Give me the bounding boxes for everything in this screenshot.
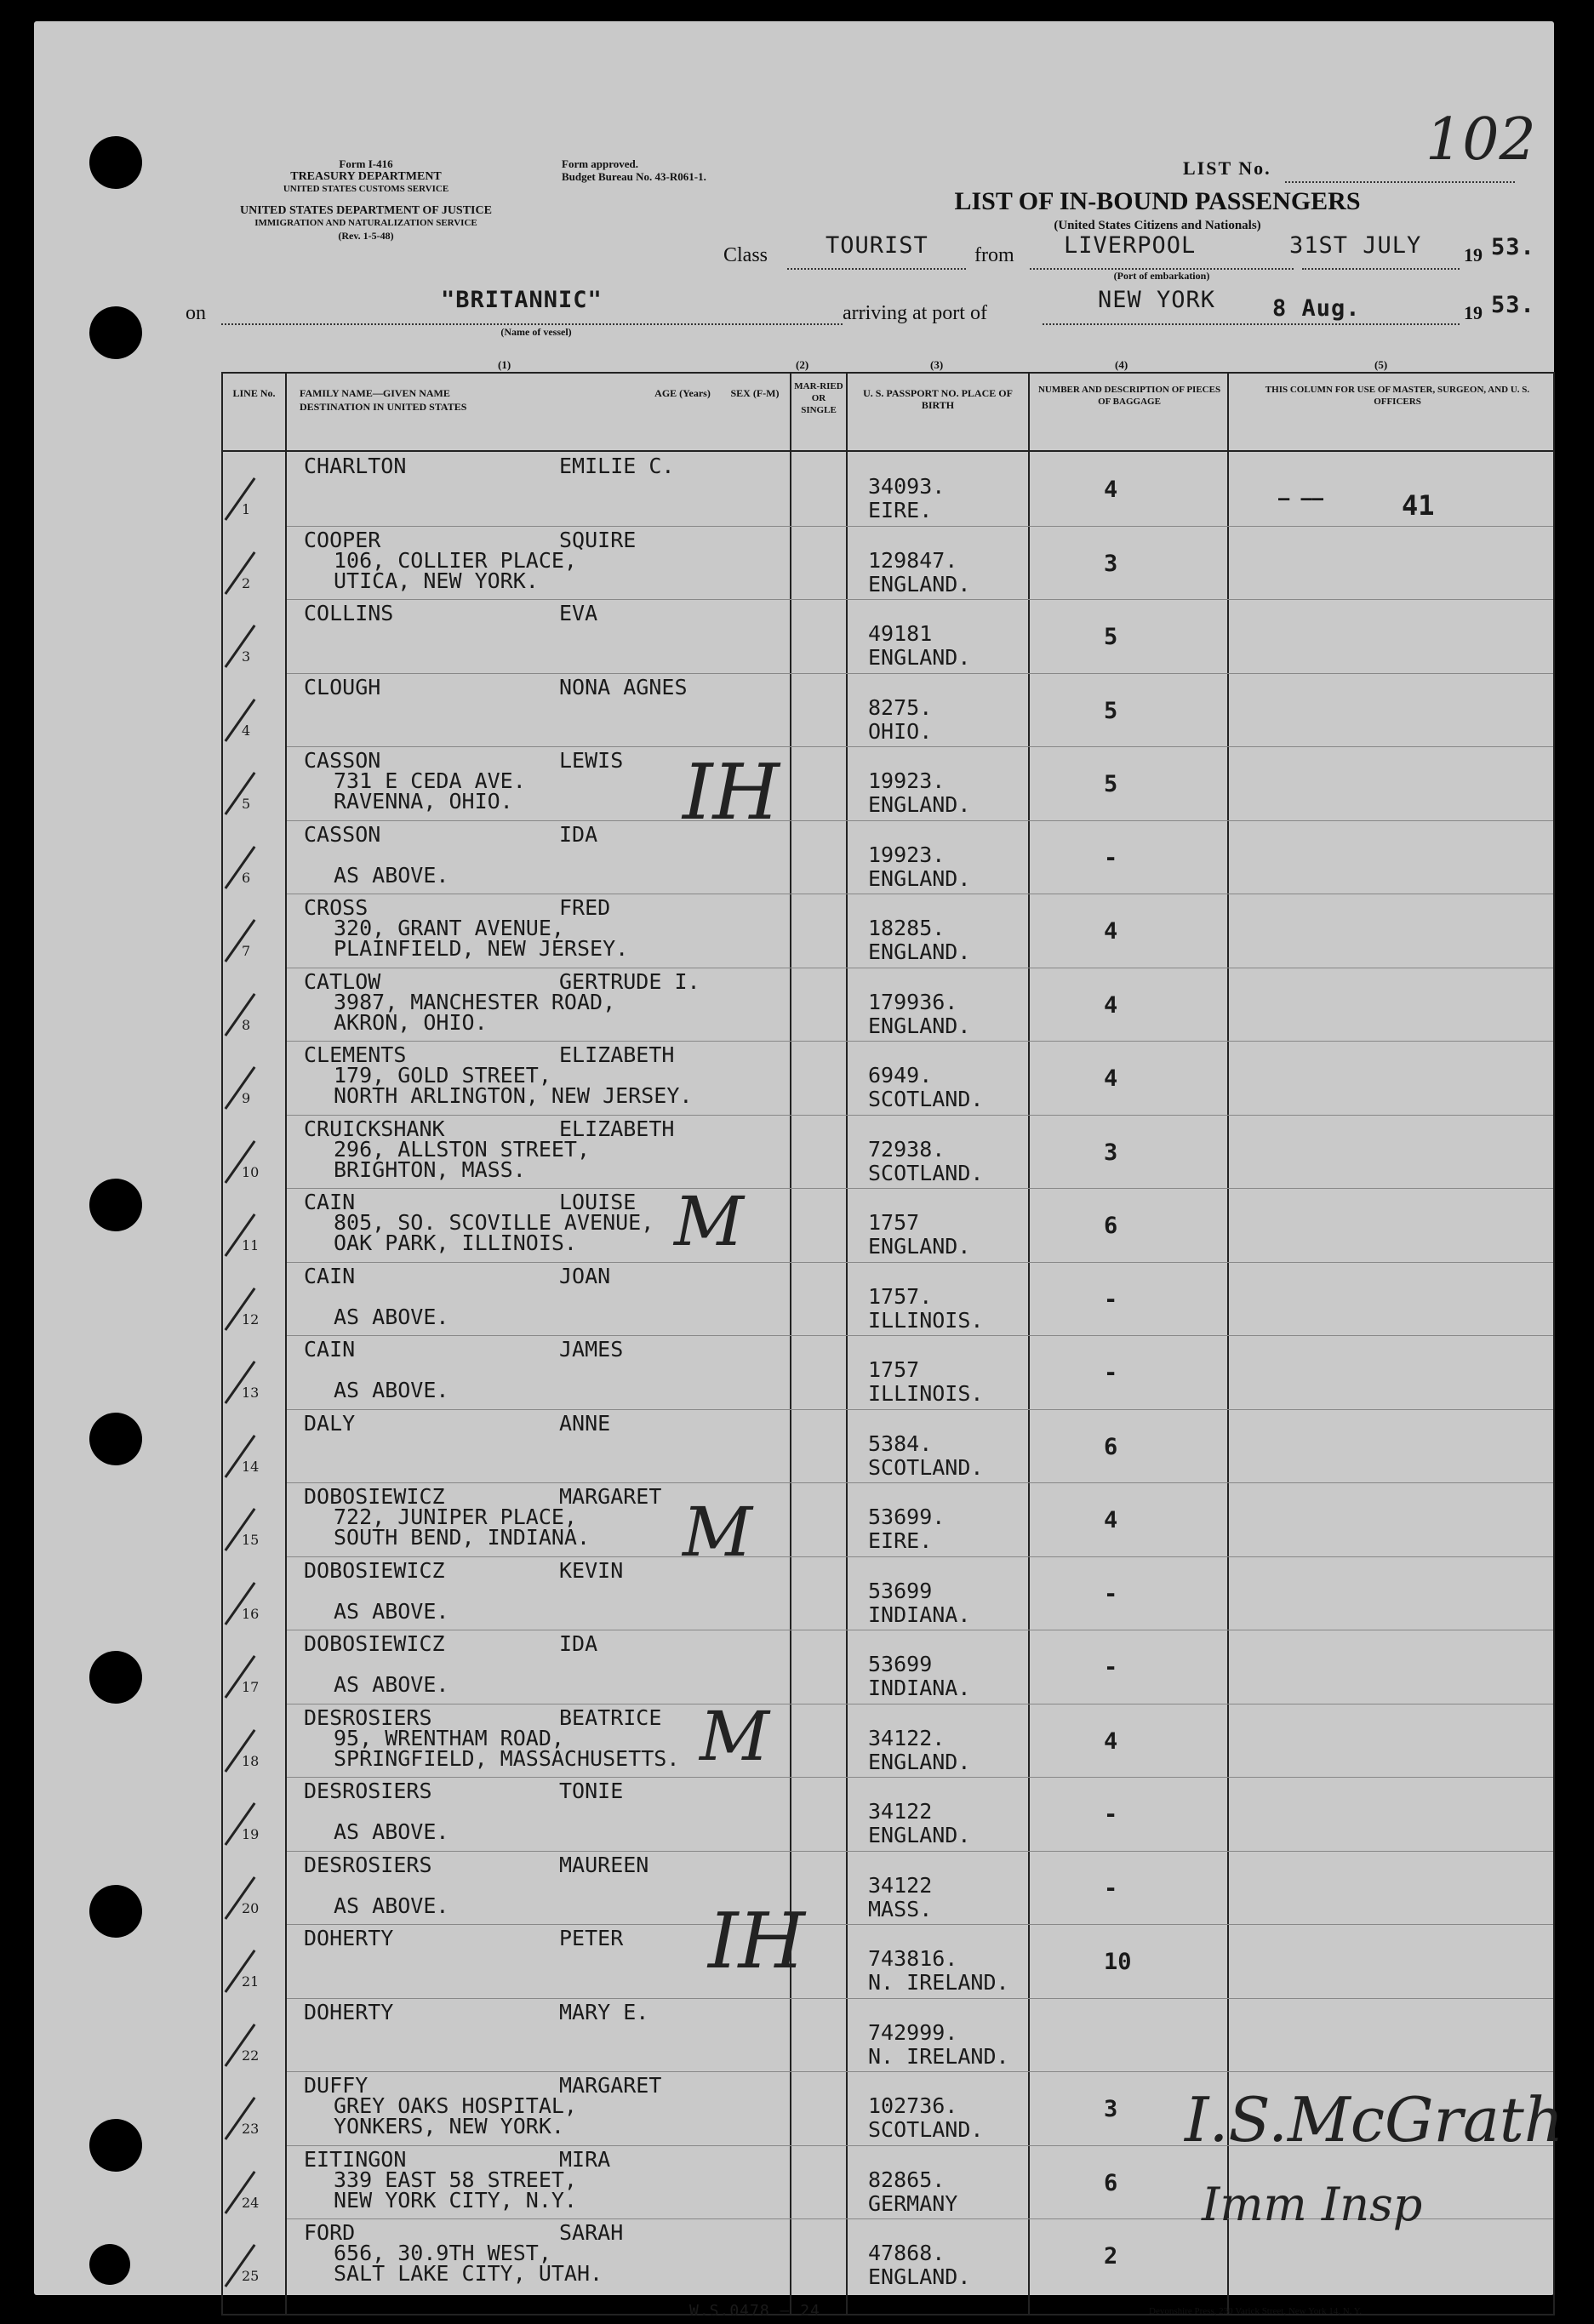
line-number: 20: [242, 1899, 260, 1916]
passport-number: 53699: [868, 1652, 933, 1676]
passenger-given-name: BEATRICE: [559, 1704, 662, 1730]
passport-number: 1757: [868, 1210, 920, 1235]
place-of-birth: INDIANA.: [868, 1602, 971, 1627]
binder-hole: [89, 1413, 142, 1465]
passenger-surname: CLEMENTS: [304, 1042, 407, 1067]
baggage-count: -: [1104, 1802, 1118, 1828]
col-divider: [1227, 374, 1229, 2314]
address-line-2: UTICA, NEW YORK.: [334, 568, 539, 593]
class-label: Class: [723, 244, 768, 266]
footer-printer: Devonshire Press, 230 Varick Street, New York 14, N. Y.: [1149, 2306, 1363, 2316]
passenger-given-name: MARY E.: [559, 1999, 649, 2024]
row-divider: [287, 1998, 1553, 1999]
address-line-1: 339 EAST 58 STREET,: [334, 2167, 577, 2192]
passenger-given-name: GERTRUDE I.: [559, 968, 700, 994]
budget-bureau: Budget Bureau No. 43-R061-1.: [562, 170, 706, 183]
place-of-birth: ENGLAND.: [868, 1823, 971, 1847]
line-number: 11: [242, 1237, 260, 1253]
passenger-surname: DALY: [304, 1410, 356, 1436]
footer-code: W.S.0478 — 24: [689, 2302, 820, 2320]
address-line-1: 722, JUNIPER PLACE,: [334, 1505, 577, 1529]
row-divider: [287, 1188, 1553, 1189]
passenger-given-name: ANNE: [559, 1410, 611, 1436]
passport-number: 1757.: [868, 1283, 933, 1309]
passport-number: 19923.: [868, 842, 946, 867]
address-line-2: AS ABOVE.: [334, 1304, 449, 1329]
baggage-count: 10: [1104, 1949, 1132, 1975]
address-line-2: AS ABOVE.: [334, 862, 449, 888]
address-line-1: 179, GOLD STREET,: [334, 1063, 551, 1088]
baggage-count: 6: [1104, 1213, 1118, 1239]
passport-number: 49181: [868, 621, 933, 646]
address-line-2: AS ABOVE.: [334, 1819, 449, 1844]
passenger-given-name: EVA: [559, 601, 598, 625]
check-mark: [225, 772, 256, 815]
passport-number: 82865.: [868, 2167, 946, 2192]
vessel-name: "BRITANNIC": [441, 287, 603, 313]
address-line-2: PLAINFIELD, NEW JERSEY.: [334, 936, 629, 961]
place-of-birth: ENGLAND.: [868, 1013, 971, 1038]
check-mark: [225, 699, 256, 742]
place-of-birth: EIRE.: [868, 498, 933, 522]
place-of-birth: ENGLAND.: [868, 571, 971, 597]
passport-number: 18285.: [868, 916, 946, 940]
line-number: 9: [242, 1090, 251, 1106]
passenger-given-name: MARGARET: [559, 2073, 662, 2098]
place-of-birth: N. IRELAND.: [868, 1970, 1009, 1995]
line-number: 12: [242, 1310, 260, 1328]
arrival-line: [1043, 323, 1460, 325]
row-divider: [287, 1409, 1553, 1410]
justice-department: UNITED STATES DEPARTMENT OF JUSTICE: [240, 204, 492, 217]
row-divider: [287, 673, 1553, 674]
passenger-surname: CASSON: [304, 821, 381, 847]
list-no-line: [1285, 181, 1515, 183]
embarkation-caption: (Port of embarkation): [1113, 270, 1210, 282]
passport-number: 129847.: [868, 547, 958, 573]
vessel-caption: (Name of vessel): [500, 326, 572, 338]
line-number: 8: [242, 1016, 251, 1033]
address-line-2: RAVENNA, OHIO.: [334, 789, 513, 814]
place-of-birth: SCOTLAND.: [868, 1454, 984, 1480]
passenger-given-name: ELIZABETH: [559, 1116, 675, 1141]
col-divider: [285, 374, 287, 2314]
handwritten-mark: IH: [708, 1897, 806, 1986]
binder-hole: [89, 1885, 142, 1938]
immigration-service: IMMIGRATION AND NATURALIZATION SERVICE: [254, 218, 477, 228]
passenger-surname: DOBOSIEWICZ: [304, 1484, 445, 1509]
address-line-2: OAK PARK, ILLINOIS.: [334, 1231, 577, 1255]
passenger-given-name: MARGARET: [559, 1484, 662, 1509]
list-no-label: LIST No.: [1183, 157, 1271, 179]
passport-number: 179936.: [868, 989, 958, 1014]
address-line-2: YONKERS, NEW YORK.: [334, 2114, 564, 2138]
passenger-given-name: ELIZABETH: [559, 1042, 675, 1067]
line-number: 21: [242, 1973, 260, 1990]
line-number: 14: [242, 1458, 260, 1475]
line-number: 19: [242, 1826, 260, 1842]
passenger-surname: DESROSIERS: [304, 1704, 432, 1730]
check-mark: [225, 919, 256, 962]
line-number: 10: [242, 1163, 260, 1180]
row-divider: [287, 1777, 1553, 1778]
arrival-port: NEW YORK: [1098, 287, 1216, 313]
arrival-year-prefix: 19: [1464, 302, 1483, 323]
passenger-given-name: LEWIS: [559, 748, 624, 773]
passenger-surname: CROSS: [304, 895, 369, 920]
check-mark: [225, 625, 256, 668]
baggage-count: -: [1104, 1875, 1118, 1902]
line-number: 15: [242, 1532, 260, 1548]
row-divider: [287, 599, 1553, 600]
passenger-given-name: TONIE: [559, 1779, 624, 1803]
passport-number: 72938.: [868, 1136, 946, 1162]
line-number: 25: [242, 2268, 260, 2284]
place-of-birth: ENGLAND.: [868, 865, 971, 891]
line-number: 4: [242, 722, 251, 739]
binder-hole: [89, 1651, 142, 1704]
col-num-1: (1): [498, 358, 511, 371]
row-divider: [287, 820, 1553, 821]
baggage-count: 3: [1104, 1139, 1118, 1166]
inspector-signature: I.S.McGrath: [1185, 2084, 1564, 2156]
passenger-surname: CLOUGH: [304, 674, 381, 699]
baggage-count: -: [1104, 1360, 1118, 1386]
baggage-count: 2: [1104, 2243, 1118, 2270]
binder-hole: [89, 2119, 142, 2172]
col-num-2: (2): [796, 358, 809, 371]
col-divider: [846, 374, 848, 2314]
vessel-line: [221, 323, 843, 325]
passenger-surname: CAIN: [304, 1263, 356, 1288]
baggage-count: 4: [1104, 991, 1118, 1019]
place-of-birth: ILLINOIS.: [868, 1307, 984, 1333]
place-of-birth: SCOTLAND.: [868, 1087, 984, 1111]
place-of-birth: SCOTLAND.: [868, 1160, 984, 1185]
class-line: [787, 268, 966, 270]
baggage-count: 5: [1104, 697, 1118, 724]
passport-number: 102736.: [868, 2093, 958, 2118]
passenger-surname: DUFFY: [304, 2073, 369, 2098]
passport-number: 5384.: [868, 1430, 933, 1456]
line-number: 16: [242, 1605, 260, 1622]
place-of-birth: ENGLAND.: [868, 2264, 971, 2289]
row-divider: [287, 1041, 1553, 1042]
passenger-surname: CATLOW: [304, 968, 381, 994]
col-num-4: (4): [1115, 358, 1128, 371]
address-line-1: GREY OAKS HOSPITAL,: [334, 2093, 577, 2118]
row-divider: [287, 2071, 1553, 2072]
address-line-2: NEW YORK CITY, N.Y.: [334, 2187, 577, 2213]
passenger-given-name: JOAN: [559, 1263, 611, 1288]
handwritten-mark: M: [683, 1493, 752, 1572]
passenger-surname: CHARLTON: [304, 454, 407, 478]
address-line-2: NORTH ARLINGTON, NEW JERSEY.: [334, 1083, 693, 1108]
col-num-5: (5): [1374, 358, 1388, 371]
baggage-count: 5: [1104, 771, 1118, 797]
row-divider: [287, 1115, 1553, 1116]
address-line-2: SOUTH BEND, INDIANA.: [334, 1525, 591, 1550]
place-of-birth: ENGLAND.: [868, 939, 971, 964]
officer-note: 41: [1402, 489, 1435, 522]
passenger-given-name: KEVIN: [559, 1557, 624, 1583]
passport-number: 34122: [868, 1799, 933, 1824]
revision: (Rev. 1-5-48): [338, 230, 394, 242]
passenger-surname: COOPER: [304, 527, 381, 552]
line-number: 23: [242, 2121, 260, 2137]
col-head-passport: U. S. PASSPORT NO. PLACE OF BIRTH: [863, 387, 1013, 411]
place-of-birth: EIRE.: [868, 1528, 933, 1553]
row-divider: [287, 1335, 1553, 1336]
page-number: 102: [1425, 106, 1536, 174]
handwritten-mark: M: [674, 1182, 744, 1261]
passenger-surname: COLLINS: [304, 601, 394, 625]
passport-number: 19923.: [868, 768, 946, 793]
baggage-count: 5: [1104, 624, 1118, 650]
line-number: 22: [242, 2047, 260, 2064]
passport-number: 34122: [868, 1872, 933, 1898]
passport-number: 53699.: [868, 1505, 946, 1529]
row-divider: [287, 1556, 1553, 1557]
year-prefix: 19: [1464, 244, 1483, 266]
passenger-given-name: IDA: [559, 821, 598, 847]
binder-hole: [89, 1179, 142, 1231]
baggage-count: 4: [1104, 918, 1118, 945]
address-line-1: 95, WRENTHAM ROAD,: [334, 1725, 564, 1750]
passport-number: 34093.: [868, 474, 946, 499]
embarkation-port: LIVERPOOL: [1064, 232, 1197, 259]
passport-number: 1757: [868, 1357, 920, 1382]
baggage-count: 4: [1104, 477, 1118, 503]
baggage-count: 4: [1104, 1065, 1118, 1092]
place-of-birth: MASS.: [868, 1896, 933, 1921]
arriving-label: arriving at port of: [843, 302, 987, 324]
manifest-sheet: [34, 21, 1564, 2320]
place-of-birth: N. IRELAND.: [868, 2043, 1009, 2069]
passenger-given-name: MAUREEN: [559, 1852, 649, 1877]
list-subtitle: (United States Citizens and Nationals): [1054, 219, 1261, 232]
address-line-1: 656, 30.9TH WEST,: [334, 2241, 551, 2265]
baggage-count: 3: [1104, 2096, 1118, 2122]
baggage-count: 6: [1104, 2169, 1118, 2196]
baggage-count: -: [1104, 844, 1118, 871]
col-head-married: MAR-RIED OR SINGLE: [794, 381, 843, 415]
passenger-surname: DESROSIERS: [304, 1779, 432, 1803]
address-line-2: BRIGHTON, MASS.: [334, 1156, 526, 1182]
place-of-birth: ENGLAND.: [868, 1749, 971, 1774]
passenger-surname: DOBOSIEWICZ: [304, 1631, 445, 1656]
passenger-given-name: JAMES: [559, 1337, 624, 1362]
passenger-given-name: PETER: [559, 1926, 624, 1950]
passenger-given-name: MIRA: [559, 2146, 611, 2172]
line-number: 2: [242, 574, 251, 591]
line-number: 3: [242, 648, 251, 665]
arrival-year: 53.: [1491, 292, 1535, 318]
departure-date: 31ST JULY: [1289, 232, 1422, 259]
place-of-birth: ENGLAND.: [868, 645, 971, 670]
baggage-count: -: [1104, 1286, 1118, 1313]
check-mark: [225, 1066, 256, 1110]
passport-number: 6949.: [868, 1063, 933, 1088]
passenger-surname: DOHERTY: [304, 1999, 394, 2024]
passenger-surname: FORD: [304, 2220, 356, 2245]
on-label: on: [186, 302, 206, 324]
handwritten-mark: IH: [683, 748, 780, 837]
binder-hole: [89, 136, 142, 189]
class-value: TOURIST: [826, 232, 928, 259]
treasury-department: TREASURY DEPARTMENT: [290, 170, 442, 183]
passenger-given-name: NONA AGNES: [559, 674, 688, 699]
baggage-count: 6: [1104, 1433, 1118, 1460]
check-mark: [225, 477, 256, 521]
address-line-2: SALT LAKE CITY, UTAH.: [334, 2261, 603, 2286]
header-divider: [223, 450, 1553, 452]
address-line-2: AS ABOVE.: [334, 1378, 449, 1402]
address-line-2: SPRINGFIELD, MASSACHUSETTS.: [334, 1745, 680, 1771]
col-num-3: (3): [930, 358, 944, 371]
col-divider: [1028, 374, 1030, 2314]
passport-number: 47868.: [868, 2241, 946, 2265]
baggage-count: -: [1104, 1580, 1118, 1607]
passenger-surname: CASSON: [304, 748, 381, 773]
from-label: from: [974, 244, 1014, 266]
departure-year: 53.: [1491, 234, 1535, 260]
row-divider: [287, 746, 1553, 747]
col-head-baggage: NUMBER AND DESCRIPTION OF PIECES OF BAGGAGE: [1037, 385, 1221, 407]
passenger-given-name: SARAH: [559, 2220, 624, 2245]
row-divider: [287, 1262, 1553, 1263]
customs-service: UNITED STATES CUSTOMS SERVICE: [283, 184, 449, 194]
passport-number: 743816.: [868, 1946, 958, 1971]
col-head-line: LINE No.: [232, 387, 276, 399]
line-number: 17: [242, 1679, 260, 1695]
passenger-surname: DESROSIERS: [304, 1852, 432, 1877]
place-of-birth: SCOTLAND.: [868, 2117, 984, 2142]
binder-hole: [89, 306, 142, 359]
col-head-officers: THIS COLUMN FOR USE OF MASTER, SURGEON, AND U. S. OFFICERS: [1265, 385, 1530, 407]
address-line-2: AS ABOVE.: [334, 1598, 449, 1624]
passenger-surname: CAIN: [304, 1337, 356, 1362]
row-divider: [287, 1851, 1553, 1852]
line-number: 18: [242, 1752, 260, 1769]
address-line-1: 731 E CEDA AVE.: [334, 768, 526, 793]
passenger-surname: CRUICKSHANK: [304, 1116, 445, 1141]
passport-number: 742999.: [868, 2019, 958, 2045]
place-of-birth: INDIANA.: [868, 1676, 971, 1700]
address-line-1: 320, GRANT AVENUE,: [334, 916, 564, 940]
passenger-surname: CAIN: [304, 1190, 356, 1214]
address-line-1: 296, ALLSTON STREET,: [334, 1136, 591, 1162]
place-of-birth: ENGLAND.: [868, 1234, 971, 1259]
line-number: 5: [242, 796, 251, 812]
passenger-given-name: FRED: [559, 895, 611, 920]
passport-number: 34122.: [868, 1725, 946, 1750]
place-of-birth: ILLINOIS.: [868, 1381, 984, 1406]
passport-number: 53699: [868, 1578, 933, 1603]
list-title: LIST OF IN-BOUND PASSENGERS: [954, 187, 1361, 215]
col-head-sex: SEX (F-M): [730, 387, 780, 399]
line-number: 1: [242, 501, 251, 517]
address-line-1: 805, SO. SCOVILLE AVENUE,: [334, 1210, 654, 1235]
arrival-date: 8 Aug.: [1272, 295, 1361, 322]
place-of-birth: GERMANY: [868, 2190, 958, 2216]
col-head-age: AGE (Years): [654, 387, 711, 399]
row-divider: [287, 1482, 1553, 1483]
form-number: Form I-416: [339, 157, 393, 170]
inspector-title: Imm Insp: [1202, 2178, 1423, 2231]
line-number: 7: [242, 943, 251, 959]
passenger-table: [221, 372, 1564, 2315]
col-head-name: FAMILY NAME—GIVEN NAME: [300, 387, 450, 399]
date-line: [1302, 268, 1460, 270]
col-divider: [790, 374, 791, 2314]
col-head-dest: DESTINATION IN UNITED STATES: [300, 401, 467, 413]
check-mark: [225, 551, 256, 595]
form-approved: Form approved.: [562, 157, 639, 170]
passenger-given-name: LOUISE: [559, 1190, 637, 1214]
row-divider: [287, 1924, 1553, 1925]
line-number: 13: [242, 1385, 260, 1401]
address-line-2: AS ABOVE.: [334, 1672, 449, 1697]
passenger-surname: EITINGON: [304, 2146, 407, 2172]
line-number: 24: [242, 2194, 260, 2211]
officer-dashes: — ——: [1278, 488, 1323, 510]
baggage-count: 4: [1104, 1727, 1118, 1755]
baggage-count: 3: [1104, 550, 1118, 577]
passenger-given-name: IDA: [559, 1631, 598, 1656]
check-mark: [225, 846, 256, 889]
address-line-1: 3987, MANCHESTER ROAD,: [334, 989, 616, 1014]
row-divider: [287, 526, 1553, 527]
handwritten-mark: M: [700, 1697, 769, 1776]
passenger-given-name: SQUIRE: [559, 527, 637, 552]
address-line-2: AKRON, OHIO.: [334, 1009, 488, 1035]
place-of-birth: OHIO.: [868, 718, 933, 744]
address-line-1: 106, COLLIER PLACE,: [334, 547, 577, 573]
line-number: 6: [242, 869, 251, 886]
address-line-2: AS ABOVE.: [334, 1893, 449, 1918]
passport-number: 8275.: [868, 694, 933, 720]
passenger-given-name: EMILIE C.: [559, 454, 675, 478]
passenger-surname: DOHERTY: [304, 1926, 394, 1950]
place-of-birth: ENGLAND.: [868, 792, 971, 817]
baggage-count: -: [1104, 1654, 1118, 1681]
binder-hole: [89, 2244, 130, 2285]
baggage-count: 4: [1104, 1507, 1118, 1533]
check-mark: [225, 993, 256, 1036]
passenger-surname: DOBOSIEWICZ: [304, 1557, 445, 1583]
